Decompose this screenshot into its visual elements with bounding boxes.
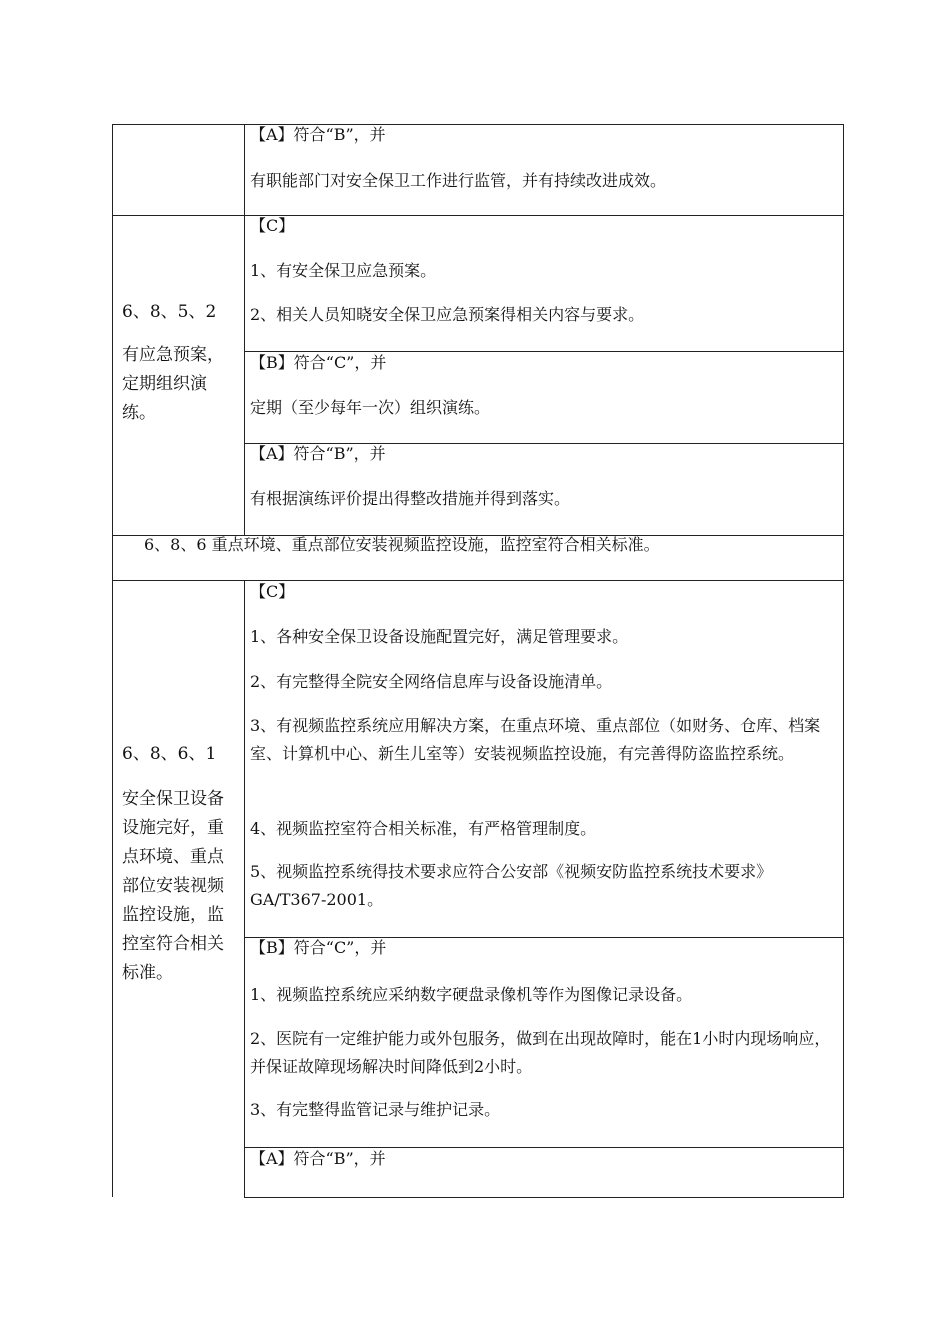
item-code: 6、8、6、1 [122,744,217,764]
grade-a-title: 【A】符合“B”，并 [250,125,386,144]
row-divider [112,580,844,581]
table-border-bottom [244,1197,844,1198]
grade-c-item: 1、有安全保卫应急预案。 [250,261,437,280]
row-divider [112,215,844,216]
grade-a-text: 有职能部门对安全保卫工作进行监管，并有持续改进成效。 [250,171,667,190]
grade-b-item: 2、医院有一定维护能力或外包服务，做到在出现故障时，能在1小时内现场响应，并保证故障现场解决时间降低到2小时。 [250,1029,831,1076]
grade-b-text: 定期（至少每年一次）组织演练。 [250,398,491,417]
grade-a-title: 【A】符合“B”，并 [250,444,386,463]
table-border-top [112,124,844,125]
grade-c-item: 3、有视频监控系统应用解决方案，在重点环境、重点部位（如财务、仓库、档案室、计算机中心、新生儿室等）安装视频监控设施，有完善得防盗监控系统。 [250,716,821,763]
grade-b-title: 【B】符合“C”，并 [250,353,387,372]
item-description: 安全保卫设备设施完好，重点环境、重点部位安装视频监控设施，监控室符合相关标准。 [122,789,224,983]
column-divider-lower [244,581,245,1198]
grade-c-item: 2、相关人员知晓安全保卫应急预案得相关内容与要求。 [250,305,645,324]
grade-b-title: 【B】符合“C”，并 [250,938,387,957]
grade-c-item: 1、各种安全保卫设备设施配置完好，满足管理要求。 [250,627,629,646]
grade-a-title: 【A】符合“B”，并 [250,1149,386,1168]
item-description: 有应急预案，定期组织演练。 [122,345,224,423]
grade-c-item: 5、视频监控系统得技术要求应符合公安部《视频安防监控系统技术要求》GA/T367-2001。 [250,862,773,909]
grade-c-title: 【C】 [250,582,295,601]
table-border-left [112,124,113,1197]
grade-c-item: 4、视频监控室符合相关标准，有严格管理制度。 [250,819,597,838]
item-code: 6、8、5、2 [122,302,217,322]
grade-a-text: 有根据演练评价提出得整改措施并得到落实。 [250,489,571,508]
grade-b-item: 1、视频监控系统应采纳数字硬盘录像机等作为图像记录设备。 [250,985,693,1004]
column-divider [244,124,245,536]
grade-b-item: 3、有完整得监管记录与维护记录。 [250,1100,501,1119]
grade-c-title: 【C】 [250,216,295,235]
grade-c-item: 2、有完整得全院安全网络信息库与设备设施清单。 [250,672,613,691]
section-heading: 6、8、6 重点环境、重点部位安装视频监控设施，监控室符合相关标准。 [144,535,660,554]
table-border-right [843,124,844,1198]
